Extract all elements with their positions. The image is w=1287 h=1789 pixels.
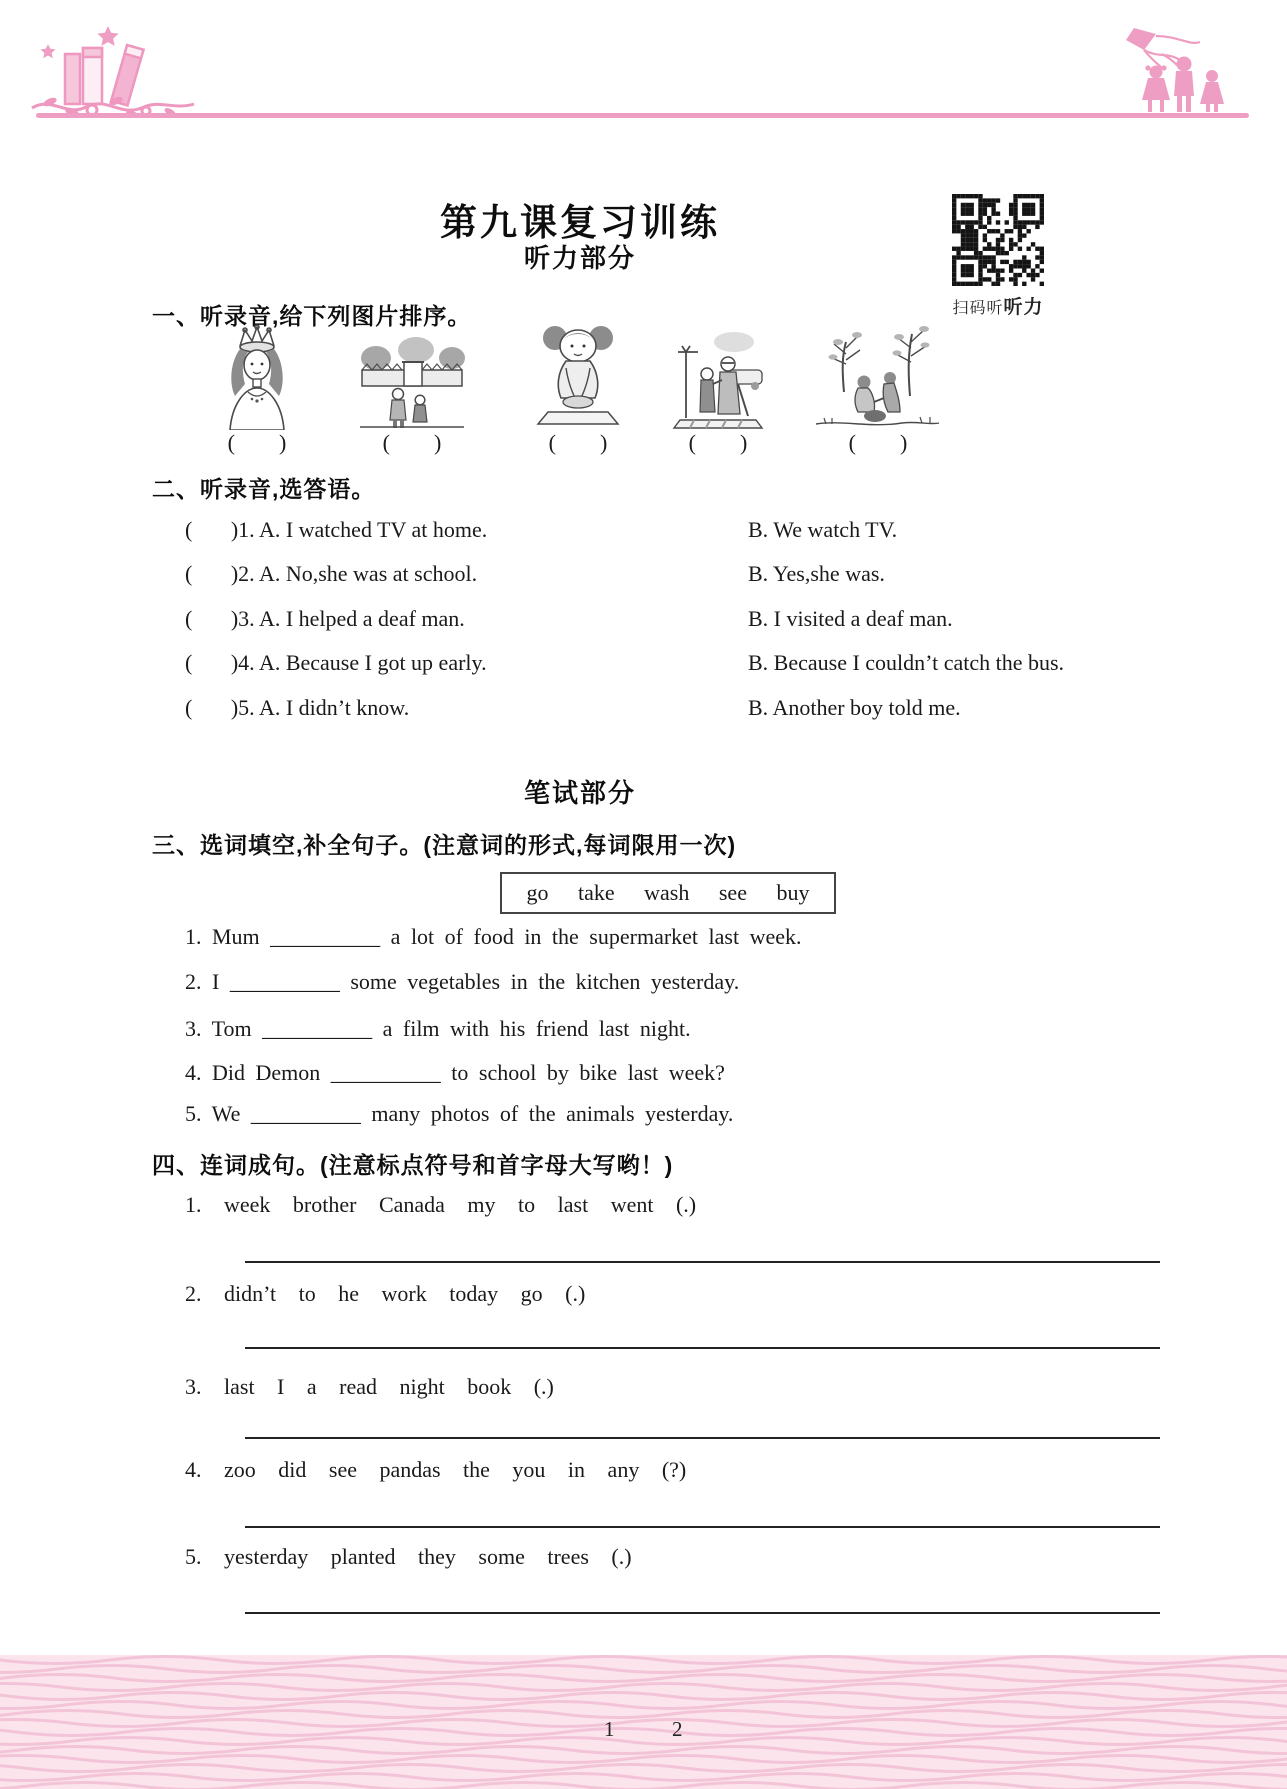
listening-choice-row — [0, 695, 1287, 725]
fill-in-item: 5. We __________ many photos of the animals yesterday. — [185, 1101, 734, 1126]
answer-blank: ( ) — [688, 430, 748, 455]
wave-pattern — [0, 1655, 1287, 1789]
answer-blank: ( ) — [227, 430, 287, 455]
option-b: B. We watch TV. — [748, 517, 898, 542]
listening-choice-row — [0, 650, 1287, 680]
section4-heading: 四、连词成句。(注意标点符号和首字母大写哟！) — [152, 1152, 674, 1178]
header-divider — [36, 113, 1249, 118]
scramble-item: 4. zoo did see pandas the you in any (?) — [185, 1457, 687, 1482]
scramble-item: 5. yesterday planted they some trees (.) — [185, 1544, 632, 1569]
option-a: ( )5. A. I didn’t know. — [185, 695, 410, 720]
answer-line — [245, 1526, 1160, 1528]
answer-line — [245, 1437, 1160, 1439]
listening-choice-row — [0, 561, 1287, 591]
picture-washing-icon — [528, 318, 628, 430]
option-b: B. Yes,she was. — [748, 561, 885, 586]
page-number: 2 — [672, 1717, 683, 1741]
answer-line — [245, 1347, 1160, 1349]
option-a: ( )3. A. I helped a deaf man. — [185, 606, 465, 631]
fill-in-item: 2. I __________ some vegetables in the kitchen yesterday. — [185, 969, 740, 994]
option-a: ( )4. A. Because I got up early. — [185, 650, 487, 675]
page-number: 1 — [604, 1717, 615, 1741]
qr-code — [952, 194, 1044, 286]
picture-helping-icon — [672, 322, 764, 430]
answer-blank: ( ) — [548, 430, 608, 455]
listening-choice-row — [0, 606, 1287, 636]
answer-line — [245, 1261, 1160, 1263]
answer-blank: ( ) — [848, 430, 908, 455]
scramble-item: 1. week brother Canada my to last went (.) — [185, 1192, 697, 1217]
answer-line — [245, 1612, 1160, 1614]
picture-planting-icon — [812, 320, 942, 432]
option-a: ( )2. A. No,she was at school. — [185, 561, 478, 586]
option-a: ( )1. A. I watched TV at home. — [185, 517, 488, 542]
kite-children-icon — [1082, 24, 1252, 116]
picture-park-icon — [358, 320, 466, 430]
picture-queen-icon — [212, 322, 302, 430]
qr-caption-bold: 听力 — [1003, 297, 1044, 318]
books-icon — [28, 22, 198, 122]
section3-heading: 三、选词填空,补全句子。(注意词的形式,每词限用一次) — [152, 832, 737, 858]
section1-heading: 一、听录音,给下列图片排序。 — [152, 303, 472, 329]
option-b: B. I visited a deaf man. — [748, 606, 953, 631]
page-title: 第九课复习训练 — [440, 202, 720, 243]
qr-caption-prefix: 扫码听 — [952, 300, 1004, 317]
listening-choice-row — [0, 517, 1287, 547]
listening-section-header: 听力部分 — [523, 243, 636, 273]
qr-caption — [916, 292, 1080, 319]
footer-band — [0, 1655, 1287, 1789]
option-b: B. Another boy told me. — [748, 695, 961, 720]
fill-in-item: 1. Mum __________ a lot of food in the supermarket last week. — [185, 924, 802, 949]
fill-in-item: 3. Tom __________ a film with his friend last night. — [185, 1016, 691, 1041]
fill-in-item: 4. Did Demon __________ to school by bike last week? — [185, 1060, 725, 1085]
scramble-item: 2. didn’t to he work today go (.) — [185, 1281, 586, 1306]
answer-blank: ( ) — [382, 430, 442, 455]
option-b: B. Because I couldn’t catch the bus. — [748, 650, 1065, 675]
word-bank: go take wash see buy — [500, 872, 836, 914]
scramble-item: 3. last I a read night book (.) — [185, 1374, 554, 1399]
section2-heading: 二、听录音,选答语。 — [152, 476, 376, 502]
written-section-header: 笔试部分 — [523, 778, 636, 808]
